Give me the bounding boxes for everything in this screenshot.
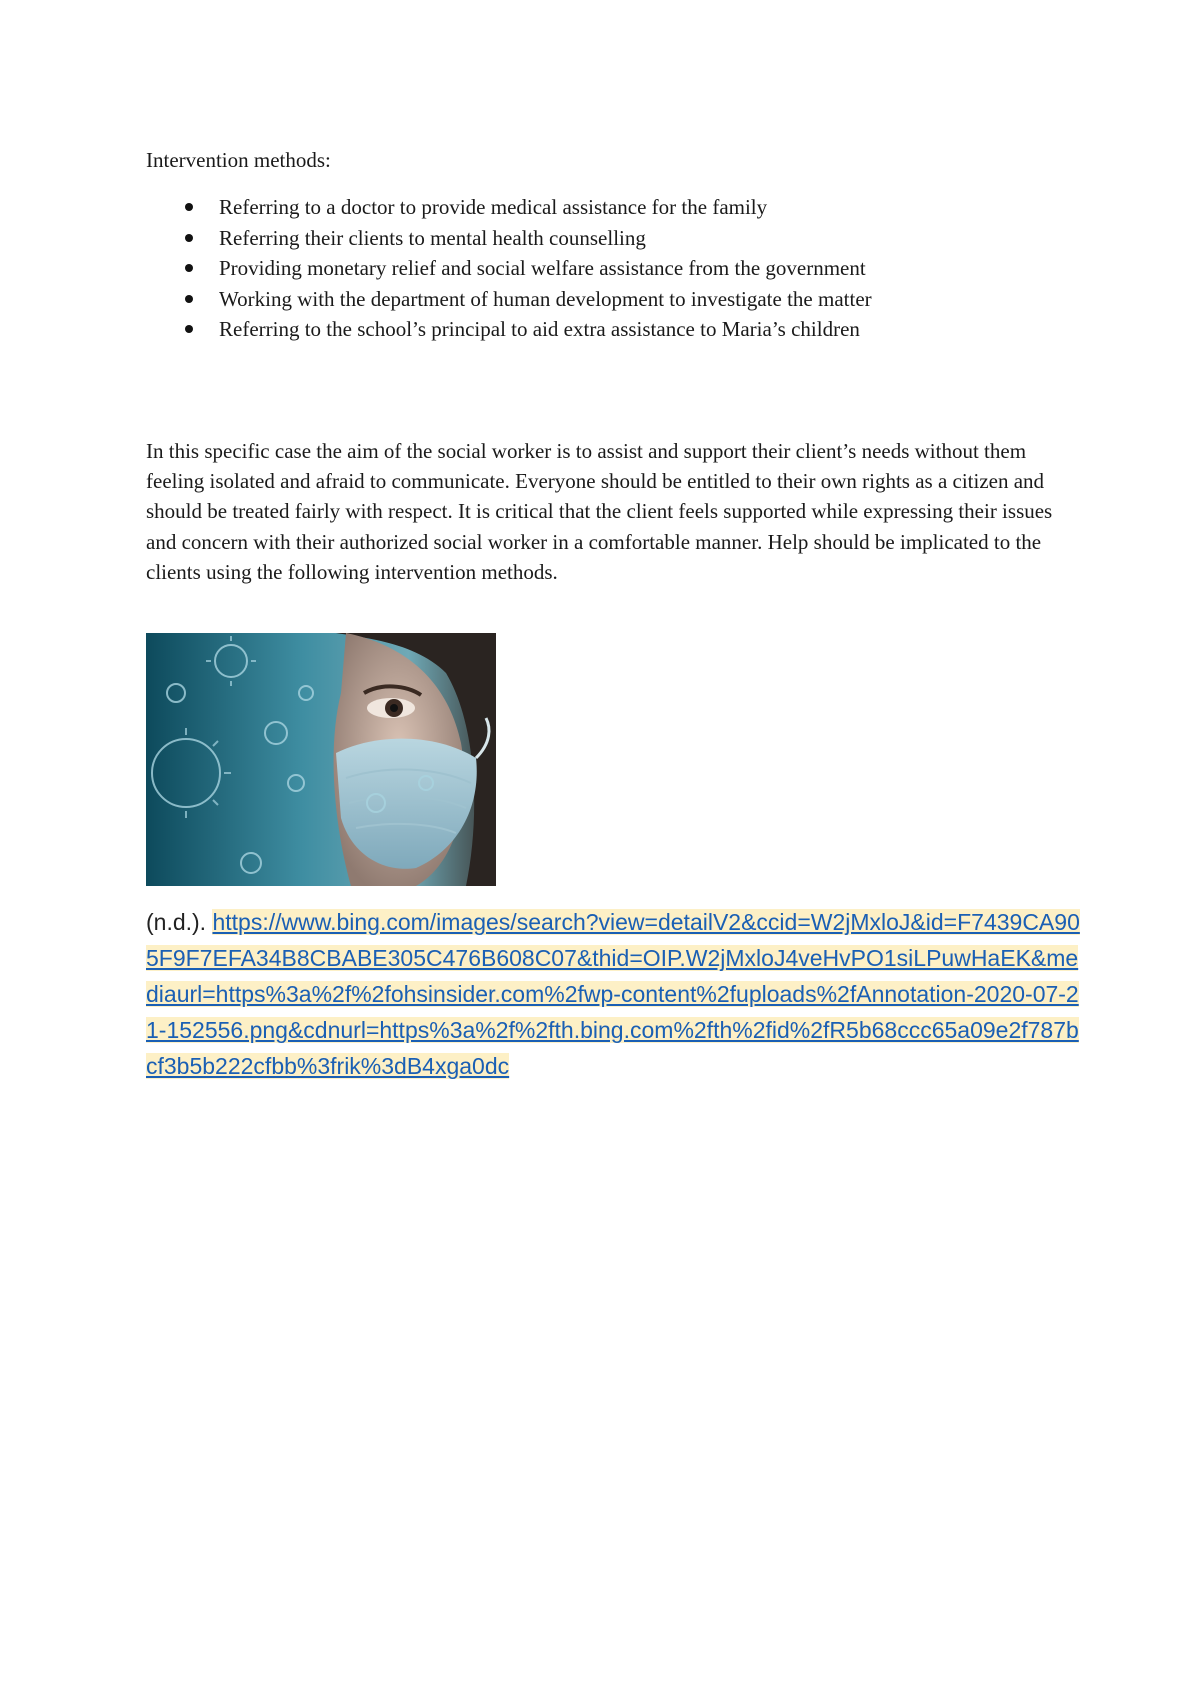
bullet-icon: [185, 295, 193, 303]
bullet-icon: [185, 264, 193, 272]
list-item: [146, 314, 1066, 345]
section-heading: Intervention methods:: [146, 148, 331, 172]
bullet-icon: [185, 234, 193, 242]
photo-illustration: [146, 633, 496, 886]
list-item: [146, 192, 1066, 223]
list-item-text: Referring their clients to mental health counselling: [219, 225, 646, 250]
intervention-list: [146, 192, 1066, 345]
body-paragraph: In this specific case the aim of the social worker is to assist and support their client’s needs without them feeling isolated and afraid to communicate. Everyone should be entitled to their own rights as a citizen and should be treated fairly with respect. It is critical that the client feels supported while expressing their issues and concern with their authorized social worker in a comfortable manner. Help should be implicated to the clients using the following intervention methods.: [146, 439, 1053, 584]
list-item-text: Providing monetary relief and social welfare assistance from the government: [219, 256, 866, 280]
list-item-text: Referring to a doctor to provide medical assistance for the family: [219, 195, 768, 219]
image-citation: [146, 904, 1086, 1084]
bullet-icon: [185, 325, 193, 333]
bullet-icon: [185, 203, 193, 211]
list-item: [146, 253, 1066, 284]
masked-woman-virus-photo: [146, 633, 496, 886]
list-item-text: Referring to the school’s principal to aid extra assistance to Maria’s children: [219, 317, 860, 341]
citation-prefix: (n.d.).: [146, 909, 213, 935]
list-item: [146, 223, 1066, 254]
list-item: [146, 284, 1066, 315]
citation-link[interactable]: https://www.bing.com/images/search?view=detailV2&ccid=W2jMxloJ&id=F7439CA905F9F7EFA34B8CBABE305C476B608C07&thid=OIP.W2jMxloJ4veHvPO1siLPuwHaEK&mediaurl=https%3a%2f%2fohsinsider.com%2fwp-content%2fuploads%2fAnnotation-2020-07-21-152556.png&cdnurl=https%3a%2f%2fth.bing.com%2fth%2fid%2fR5b68ccc65a09e2f787bcf3b5b222cfbb%3frik%3dB4xga0dc: [146, 909, 1080, 1079]
list-item-text: Working with the department of human development to investigate the matter: [219, 286, 872, 311]
